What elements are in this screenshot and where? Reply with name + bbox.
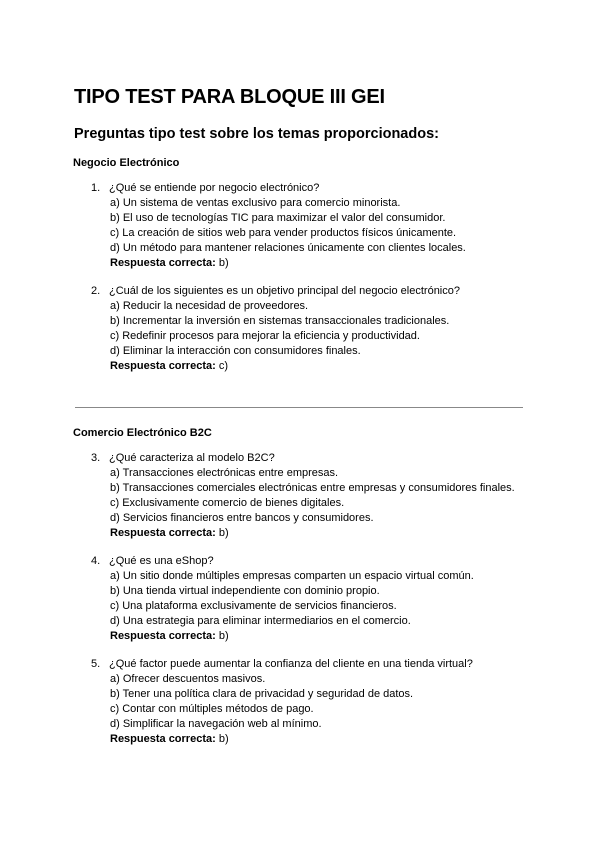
- question-number: 3.: [91, 452, 101, 464]
- option-b: b) Incrementar la inversión en sistemas transaccionales tradicionales.: [110, 315, 450, 327]
- option-c: c) Contar con múltiples métodos de pago.: [110, 703, 314, 715]
- answer-line: [91, 359, 460, 374]
- question-1: [91, 181, 466, 271]
- option-a: a) Transacciones electrónicas entre empresas.: [110, 467, 339, 479]
- answer-line: [91, 256, 466, 271]
- option-a: a) Ofrecer descuentos masivos.: [110, 673, 266, 685]
- answer-label: Respuesta correcta:: [110, 360, 216, 372]
- option-a: a) Un sitio donde múltiples empresas comparten un espacio virtual común.: [110, 570, 474, 582]
- option-d: d) Eliminar la interacción con consumidores finales.: [110, 345, 361, 357]
- question-text: ¿Cuál de los siguientes es un objetivo principal del negocio electrónico?: [109, 285, 460, 297]
- section-title-comercio-electronico-b2c: Comercio Electrónico B2C: [73, 427, 212, 439]
- question-3: [91, 451, 515, 541]
- question-text: ¿Qué es una eShop?: [109, 555, 214, 567]
- option-d: d) Servicios financieros entre bancos y consumidores.: [110, 512, 374, 524]
- section-divider: [75, 407, 523, 408]
- option-d: d) Simplificar la navegación web al mínimo.: [110, 718, 322, 730]
- document-title: TIPO TEST PARA BLOQUE III GEI: [74, 86, 385, 108]
- answer-value: b): [218, 527, 229, 539]
- option-c: c) La creación de sitios web para vender productos físicos únicamente.: [110, 227, 457, 239]
- option-d: d) Un método para mantener relaciones únicamente con clientes locales.: [110, 242, 466, 254]
- answer-label: Respuesta correcta:: [110, 527, 216, 539]
- answer-value: b): [218, 630, 229, 642]
- question-number: 2.: [91, 285, 101, 297]
- answer-label: Respuesta correcta:: [110, 257, 216, 269]
- answer-line: [91, 629, 474, 644]
- option-b: b) Tener una política clara de privacidad y seguridad de datos.: [110, 688, 414, 700]
- option-b: b) Transacciones comerciales electrónicas entre empresas y consumidores finales.: [110, 482, 515, 494]
- question-2: [91, 284, 460, 374]
- question-number: 1.: [91, 182, 101, 194]
- option-c: c) Una plataforma exclusivamente de servicios financieros.: [110, 600, 397, 612]
- option-b: b) Una tienda virtual independiente con dominio propio.: [110, 585, 380, 597]
- question-text: ¿Qué caracteriza al modelo B2C?: [109, 452, 275, 464]
- option-b: b) El uso de tecnologías TIC para maximizar el valor del consumidor.: [110, 212, 446, 224]
- answer-value: c): [218, 360, 229, 372]
- question-number: 4.: [91, 555, 101, 567]
- question-text: ¿Qué se entiende por negocio electrónico?: [109, 182, 320, 194]
- answer-value: b): [218, 257, 229, 269]
- answer-line: [91, 732, 473, 747]
- question-5: [91, 657, 473, 747]
- document-subtitle: Preguntas tipo test sobre los temas proporcionados:: [74, 126, 439, 142]
- question-4: [91, 554, 474, 644]
- question-number: 5.: [91, 658, 101, 670]
- question-text: ¿Qué factor puede aumentar la confianza del cliente en una tienda virtual?: [109, 658, 473, 670]
- option-c: c) Redefinir procesos para mejorar la eficiencia y productividad.: [110, 330, 420, 342]
- answer-label: Respuesta correcta:: [110, 733, 216, 745]
- answer-value: b): [218, 733, 229, 745]
- option-a: a) Un sistema de ventas exclusivo para comercio minorista.: [110, 197, 401, 209]
- option-a: a) Reducir la necesidad de proveedores.: [110, 300, 309, 312]
- answer-line: [91, 526, 515, 541]
- option-c: c) Exclusivamente comercio de bienes digitales.: [110, 497, 345, 509]
- answer-label: Respuesta correcta:: [110, 630, 216, 642]
- section-title-negocio-electronico: Negocio Electrónico: [73, 157, 180, 169]
- option-d: d) Una estrategia para eliminar intermediarios en el comercio.: [110, 615, 411, 627]
